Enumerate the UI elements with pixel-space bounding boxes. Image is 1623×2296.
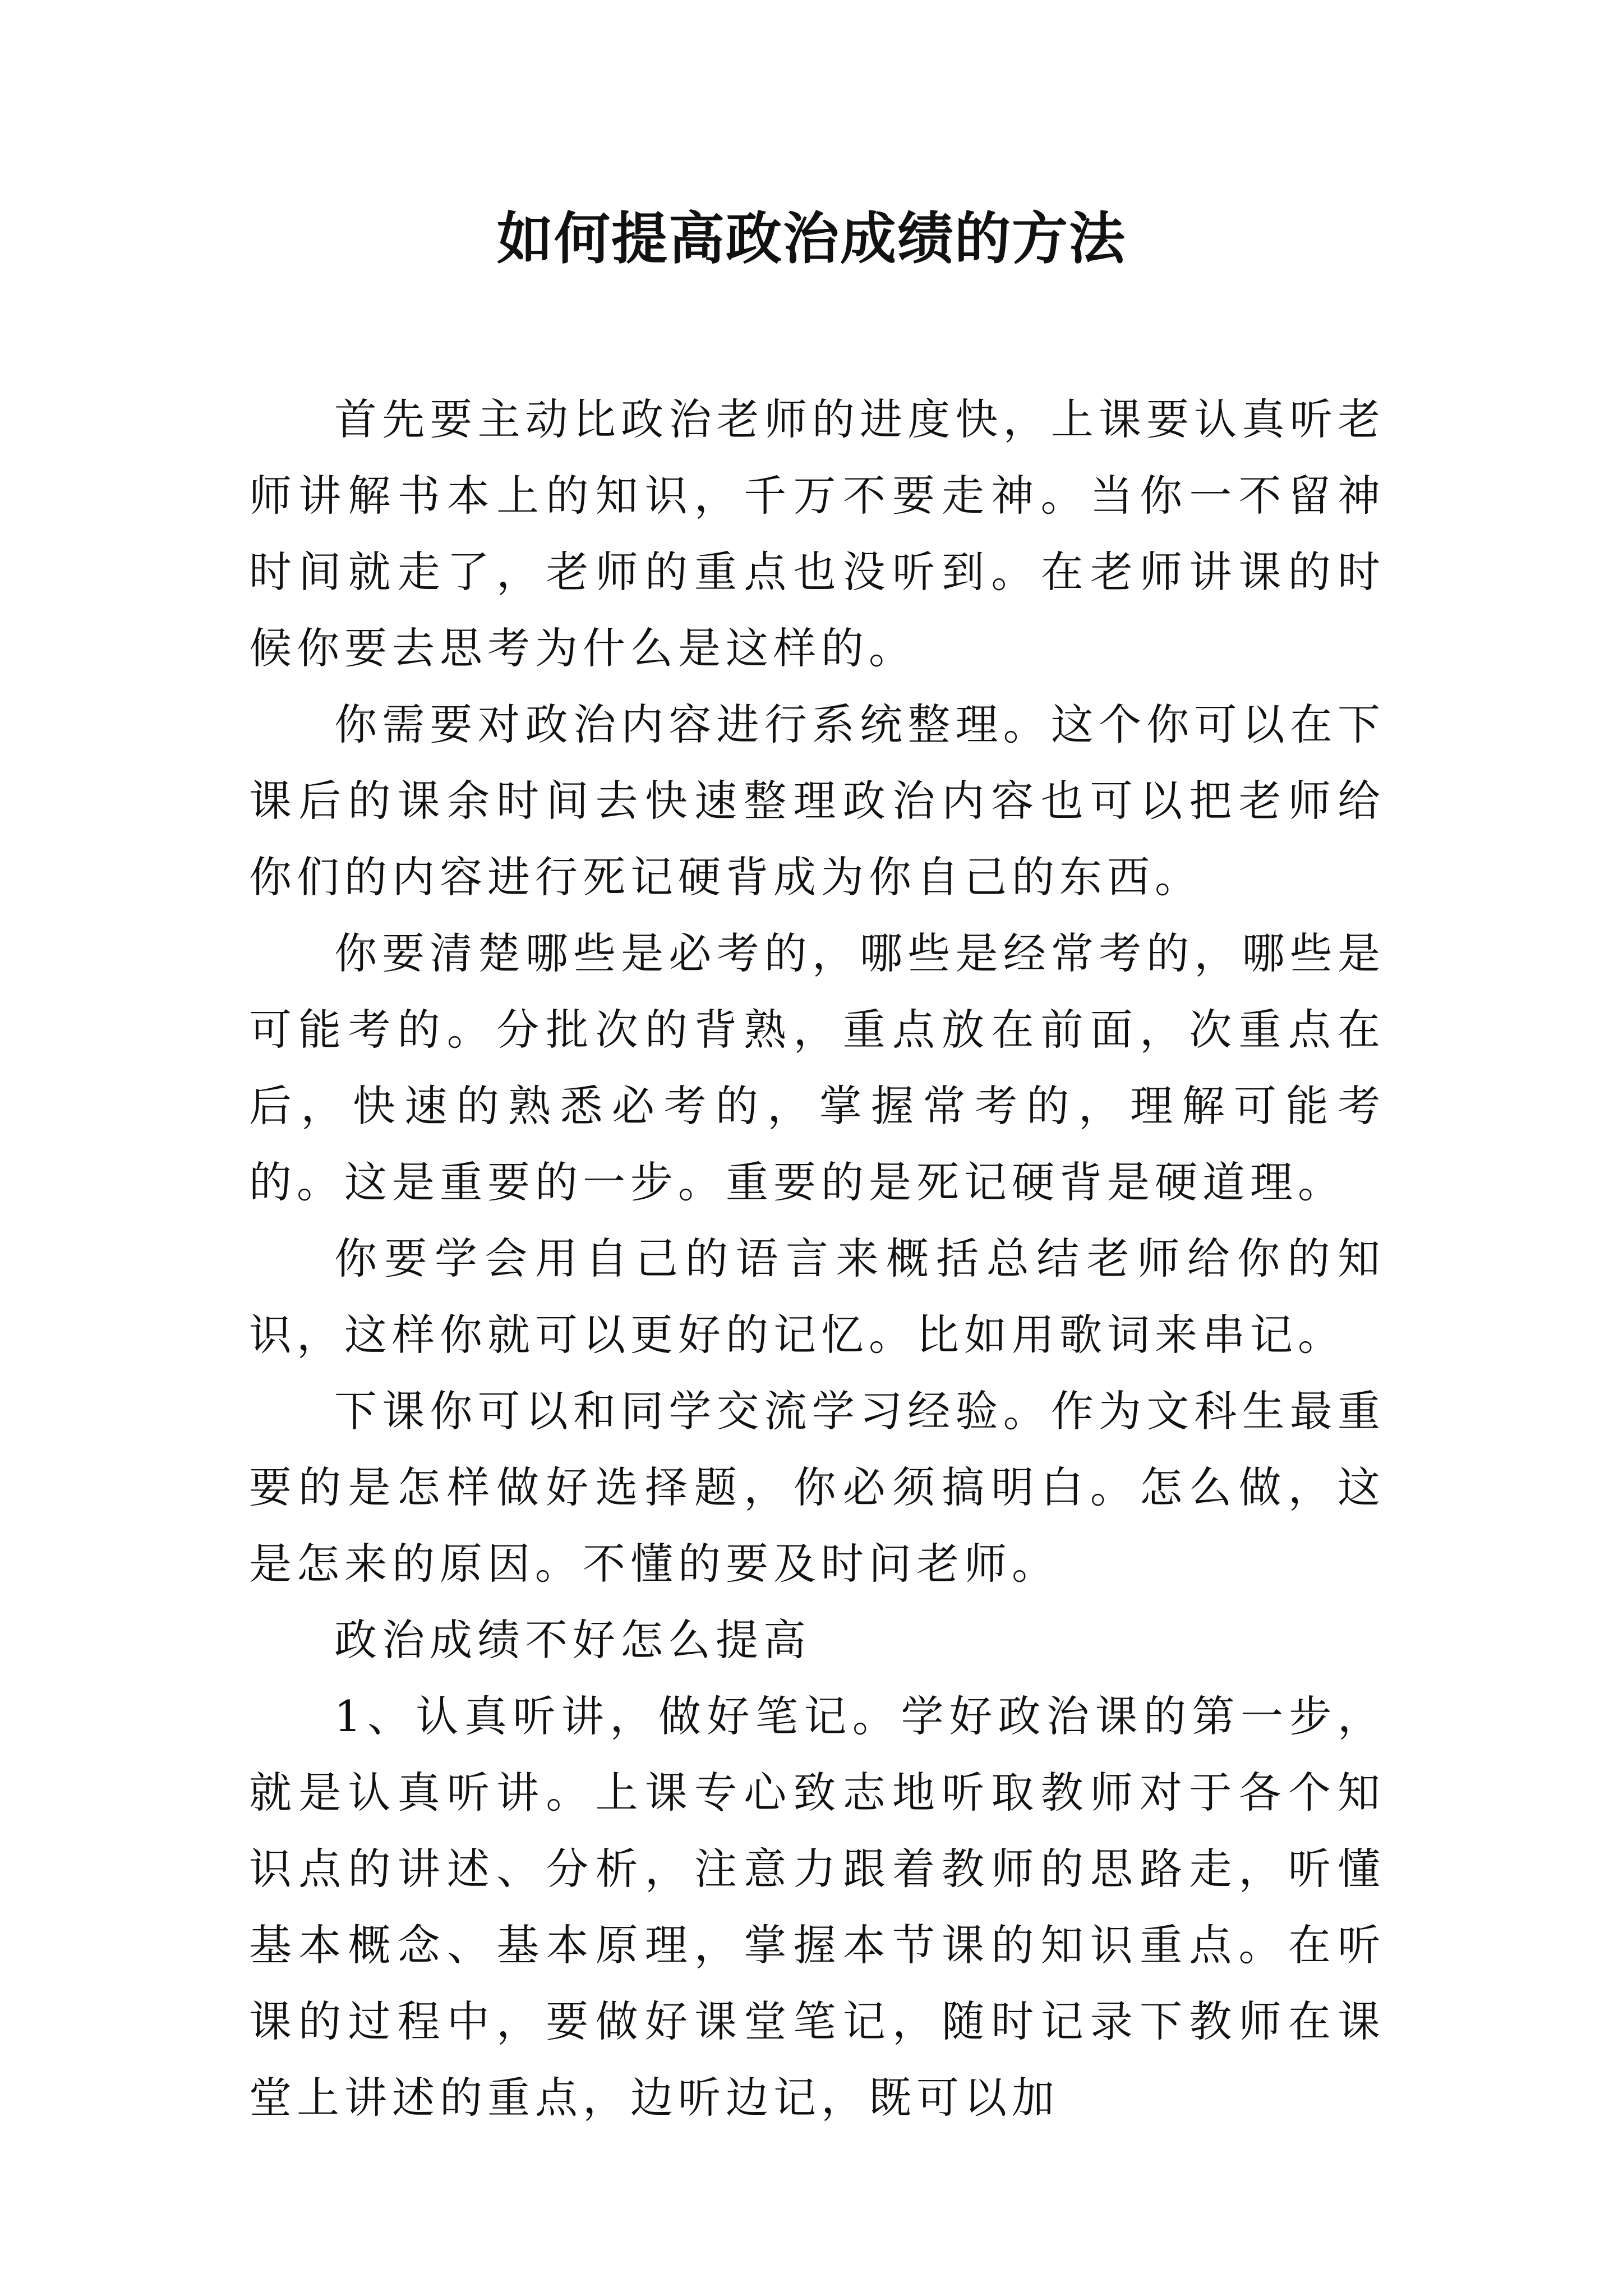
paragraph-3: 你要清楚哪些是必考的，哪些是经常考的，哪些是可能考的。分批次的背熟，重点放在前面，次重点在后，快速的熟悉必考的，掌握常考的，理解可能考的。这是重要的一步。重要的是死记硬背是硬道理。 <box>249 928 1385 1207</box>
paragraph-2: 你需要对政治内容进行系统整理。这个你可以在下课后的课余时间去快速整理政治内容也可以把老师给你们的内容进行死记硬背成为你自己的东西。 <box>249 700 1385 902</box>
paragraph-7: 1、认真听讲，做好笔记。学好政治课的第一步，就是认真听讲。上课专心致志地听取教师对于各个知识点的讲述、分析，注意力跟着教师的思路走，听懂基本概念、基本原理，掌握本节课的知识重点。在听课的过程中，要做好课堂笔记，随时记录下教师在课堂上讲述的重点，边听边记，既可以加 <box>249 1691 1385 2123</box>
section-heading: 政治成绩不好怎么提高 <box>334 1615 811 1665</box>
document-body <box>249 381 1385 2136</box>
paragraph-4: 你要学会用自己的语言来概括总结老师给你的知识，这样你就可以更好的记忆。比如用歌词来串记。 <box>249 1234 1385 1360</box>
document-title: 如何提高政治成绩的方法 <box>497 205 1126 272</box>
paragraph-5: 下课你可以和同学交流学习经验。作为文科生最重要的是怎样做好选择题，你必须搞明白。怎么做，这是怎来的原因。不懂的要及时问老师。 <box>249 1386 1385 1589</box>
paragraph-1: 首先要主动比政治老师的进度快，上课要认真听老师讲解书本上的知识，千万不要走神。当你一不留神时间就走了，老师的重点也没听到。在老师讲课的时候你要去思考为什么是这样的。 <box>249 394 1385 673</box>
